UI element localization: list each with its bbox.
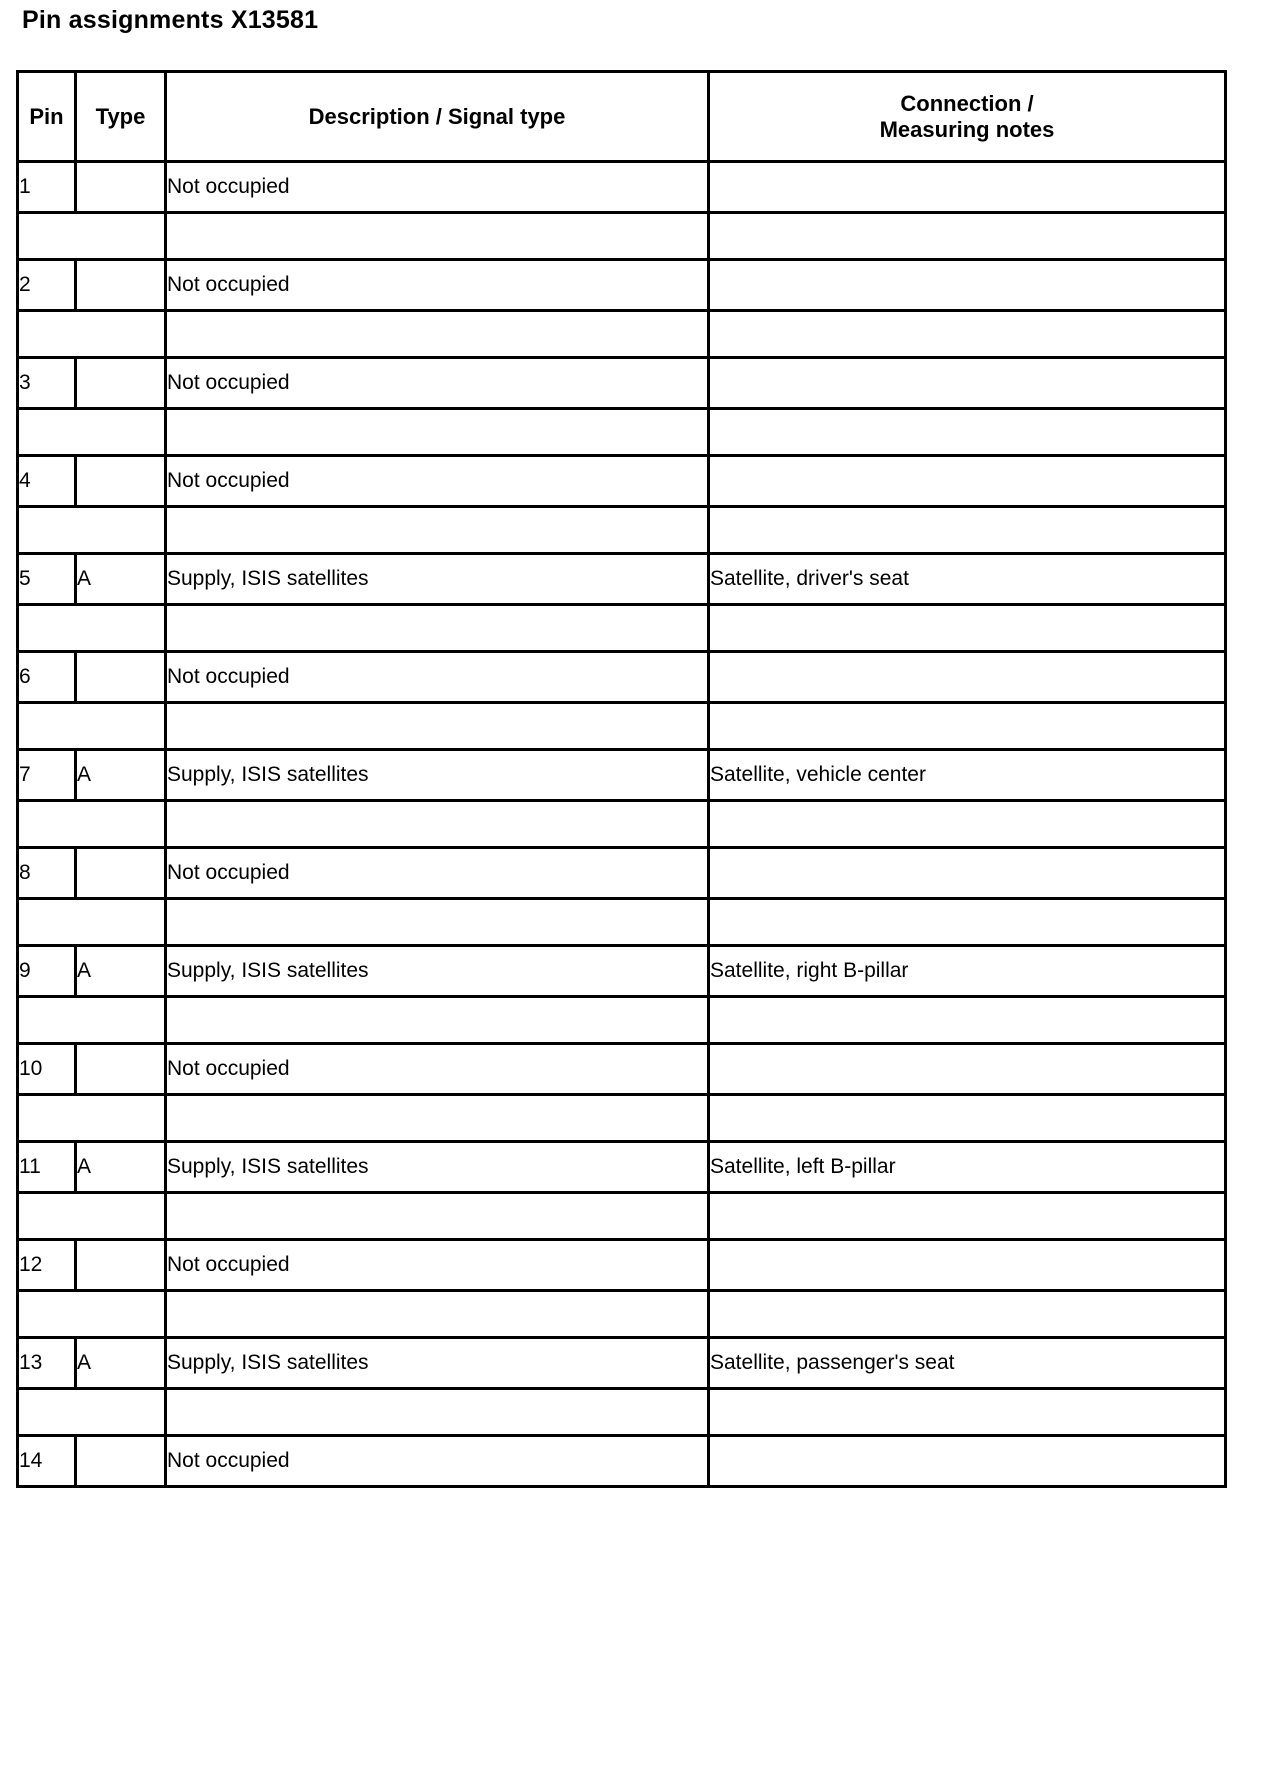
cell-type: A [76,1338,166,1389]
cell-connection [709,1436,1226,1487]
cell-connection: Satellite, vehicle center [709,750,1226,801]
cell-pin: 10 [18,1044,76,1095]
cell-connection: Satellite, left B-pillar [709,1142,1226,1193]
cell-type [76,848,166,899]
spacer-cell-pin-type [18,997,166,1044]
spacer-cell-description [166,213,709,260]
table-spacer-row [18,997,1226,1044]
spacer-cell-pin-type [18,409,166,456]
cell-description: Not occupied [166,162,709,213]
cell-type: A [76,554,166,605]
column-header-pin: Pin [18,72,76,162]
spacer-cell-pin-type [18,1095,166,1142]
cell-pin: 3 [18,358,76,409]
column-header-connection [709,72,1226,162]
spacer-cell-pin-type [18,1389,166,1436]
spacer-cell-pin-type [18,213,166,260]
table-row [18,1338,1226,1389]
cell-pin: 2 [18,260,76,311]
table-spacer-row [18,1389,1226,1436]
cell-description: Supply, ISIS satellites [166,554,709,605]
cell-pin: 8 [18,848,76,899]
spacer-cell-description [166,605,709,652]
cell-pin: 14 [18,1436,76,1487]
cell-connection [709,260,1226,311]
spacer-cell-connection [709,507,1226,554]
spacer-cell-description [166,507,709,554]
cell-pin: 13 [18,1338,76,1389]
table-spacer-row [18,801,1226,848]
table-spacer-row [18,899,1226,946]
spacer-cell-description [166,899,709,946]
spacer-cell-connection [709,1389,1226,1436]
spacer-cell-description [166,409,709,456]
cell-type [76,456,166,507]
spacer-cell-pin-type [18,703,166,750]
table-row [18,1240,1226,1291]
cell-connection: Satellite, driver's seat [709,554,1226,605]
cell-pin: 4 [18,456,76,507]
spacer-cell-pin-type [18,1291,166,1338]
cell-type: A [76,750,166,801]
cell-description: Not occupied [166,260,709,311]
spacer-cell-connection [709,311,1226,358]
spacer-cell-pin-type [18,1193,166,1240]
cell-connection: Satellite, right B-pillar [709,946,1226,997]
cell-connection [709,1240,1226,1291]
cell-pin: 6 [18,652,76,703]
table-spacer-row [18,1095,1226,1142]
cell-description: Not occupied [166,1044,709,1095]
spacer-cell-connection [709,409,1226,456]
cell-type: A [76,1142,166,1193]
cell-pin: 7 [18,750,76,801]
cell-description: Supply, ISIS satellites [166,750,709,801]
cell-description: Not occupied [166,358,709,409]
table-row [18,750,1226,801]
cell-description: Not occupied [166,652,709,703]
cell-type [76,1044,166,1095]
cell-pin: 11 [18,1142,76,1193]
spacer-cell-description [166,1291,709,1338]
table-spacer-row [18,1291,1226,1338]
cell-description: Not occupied [166,848,709,899]
spacer-cell-connection [709,1291,1226,1338]
table-spacer-row [18,311,1226,358]
cell-type [76,1436,166,1487]
table-row [18,652,1226,703]
spacer-cell-connection [709,1095,1226,1142]
cell-type: A [76,946,166,997]
cell-type [76,358,166,409]
cell-type [76,1240,166,1291]
spacer-cell-pin-type [18,507,166,554]
table-spacer-row [18,605,1226,652]
spacer-cell-pin-type [18,311,166,358]
spacer-cell-description [166,1389,709,1436]
table-row [18,1142,1226,1193]
cell-pin: 12 [18,1240,76,1291]
spacer-cell-connection [709,213,1226,260]
cell-type [76,162,166,213]
table-row [18,1044,1226,1095]
cell-connection [709,1044,1226,1095]
spacer-cell-description [166,1193,709,1240]
spacer-cell-connection [709,801,1226,848]
column-header-connection-line2: Measuring notes [879,116,1055,142]
spacer-cell-pin-type [18,801,166,848]
cell-description: Not occupied [166,1436,709,1487]
cell-connection: Satellite, passenger's seat [709,1338,1226,1389]
table-header-row [18,72,1226,162]
spacer-cell-connection [709,703,1226,750]
table-spacer-row [18,409,1226,456]
pin-assignments-table-container [16,70,1224,1488]
cell-description: Supply, ISIS satellites [166,1142,709,1193]
page-title: Pin assignments X13581 [22,6,319,34]
cell-connection [709,652,1226,703]
cell-pin: 9 [18,946,76,997]
spacer-cell-description [166,311,709,358]
cell-connection [709,456,1226,507]
table-spacer-row [18,507,1226,554]
table-row [18,946,1226,997]
spacer-cell-connection [709,997,1226,1044]
cell-pin: 5 [18,554,76,605]
table-spacer-row [18,213,1226,260]
spacer-cell-description [166,801,709,848]
spacer-cell-pin-type [18,899,166,946]
pin-assignments-table [16,70,1227,1488]
cell-connection [709,162,1226,213]
spacer-cell-description [166,997,709,1044]
table-spacer-row [18,703,1226,750]
cell-connection [709,848,1226,899]
spacer-cell-connection [709,605,1226,652]
table-row [18,554,1226,605]
cell-pin: 1 [18,162,76,213]
table-row [18,260,1226,311]
table-row [18,1436,1226,1487]
table-spacer-row [18,1193,1226,1240]
spacer-cell-description [166,1095,709,1142]
cell-description: Not occupied [166,456,709,507]
table-row [18,162,1226,213]
table-row [18,456,1226,507]
cell-connection [709,358,1226,409]
cell-description: Supply, ISIS satellites [166,1338,709,1389]
table-header [18,72,1226,162]
cell-type [76,652,166,703]
spacer-cell-connection [709,899,1226,946]
spacer-cell-pin-type [18,605,166,652]
cell-type [76,260,166,311]
table-body [18,162,1226,1487]
table-row [18,358,1226,409]
column-header-connection-line1: Connection / [900,91,1034,117]
table-row [18,848,1226,899]
spacer-cell-connection [709,1193,1226,1240]
spacer-cell-description [166,703,709,750]
cell-description: Not occupied [166,1240,709,1291]
cell-description: Supply, ISIS satellites [166,946,709,997]
column-header-type: Type [76,72,166,162]
column-header-description: Description / Signal type [166,72,709,162]
